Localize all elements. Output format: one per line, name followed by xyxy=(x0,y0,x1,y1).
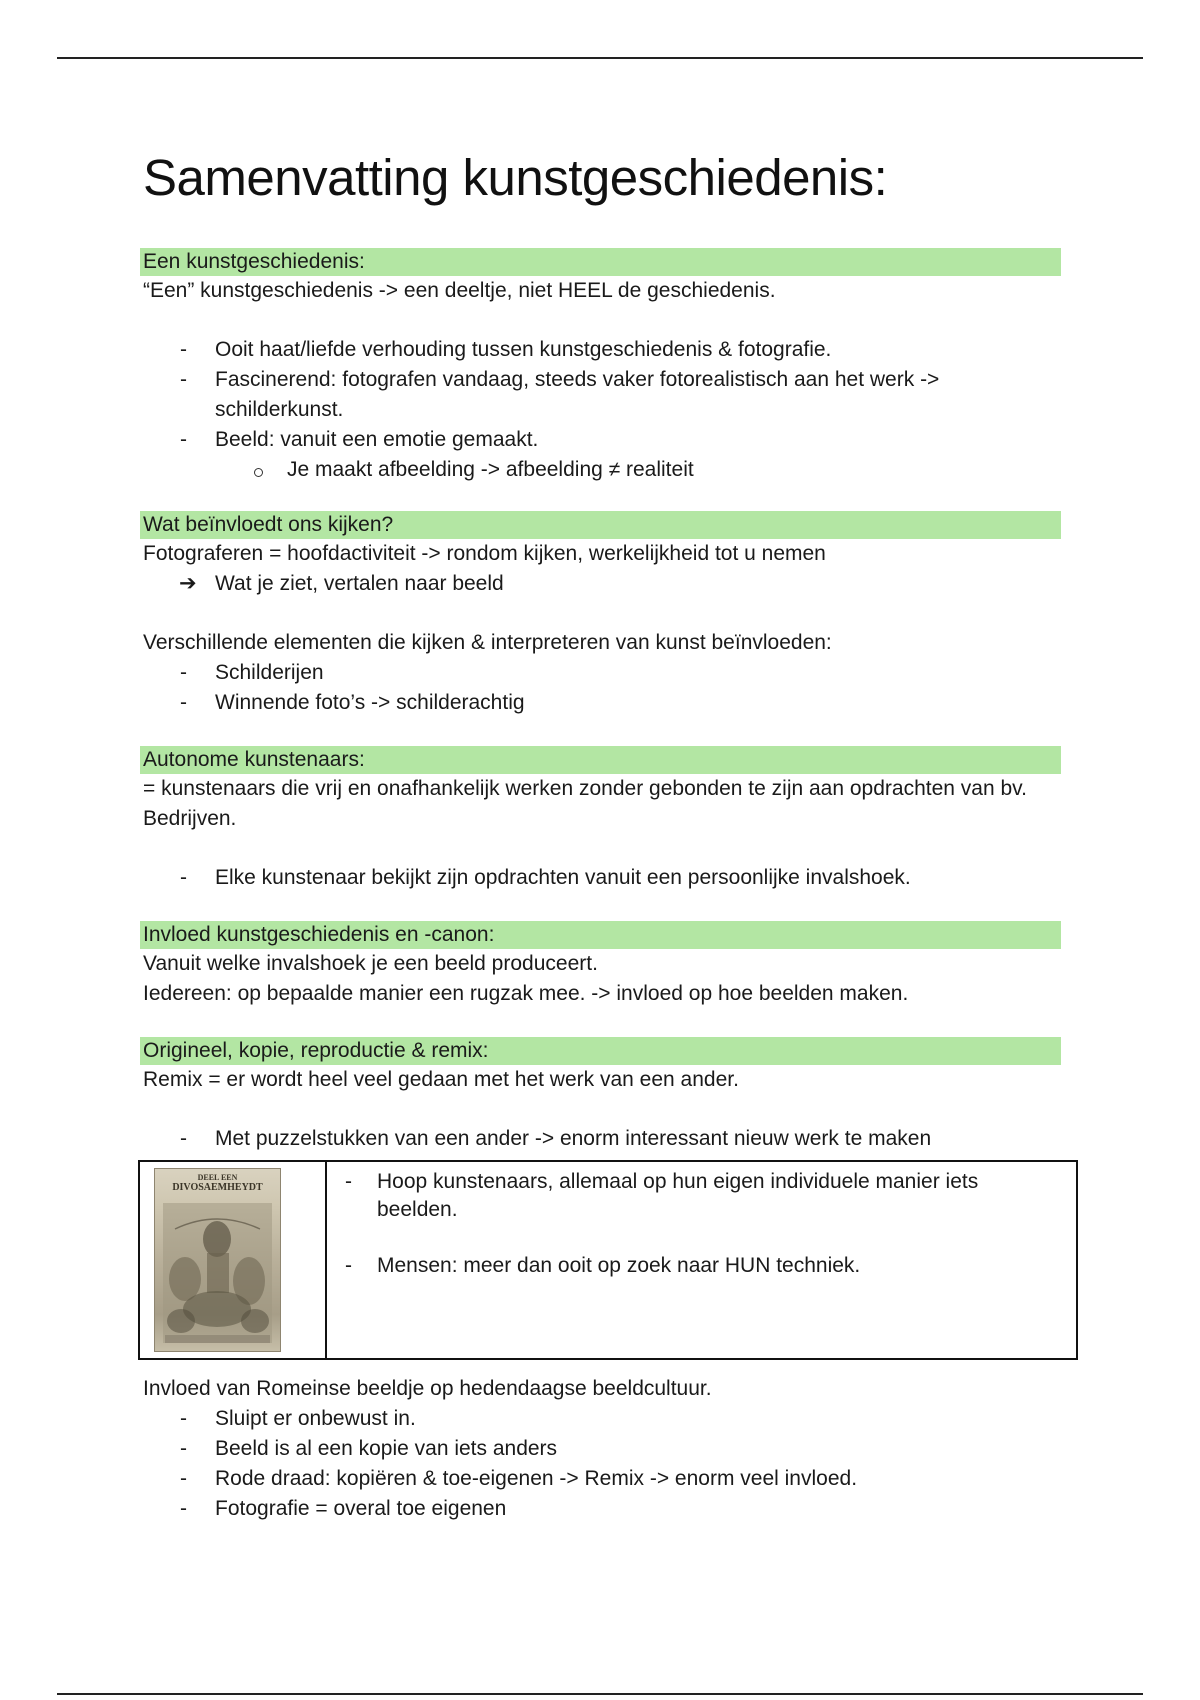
bullet-list xyxy=(143,863,1063,893)
list-item: - Beeld is al een kopie van iets anders xyxy=(143,1434,1063,1464)
list-item: - Fotografie = overal toe eigenen xyxy=(143,1494,1063,1524)
text-cell xyxy=(326,1161,1077,1359)
book-title xyxy=(161,1173,274,1193)
list-item: - Sluipt er onbewust in. xyxy=(143,1404,1063,1434)
page-title: Samenvatting kunstgeschiedenis: xyxy=(143,149,888,206)
section-intro: “Een” kunstgeschiedenis -> een deeltje, niet HEEL de geschiedenis. xyxy=(143,279,776,302)
document-body xyxy=(143,148,1063,1524)
bullet-list xyxy=(143,658,1063,718)
list-item: - Beeld: vanuit een emotie gemaakt. xyxy=(143,425,1063,455)
list-item: - Hoop kunstenaars, allemaal op hun eigen individuele manier iets beelden. xyxy=(339,1168,1060,1224)
bullet-list xyxy=(143,1404,1063,1524)
arrow-right-icon: ➔ xyxy=(179,572,197,595)
list-item: - Elke kunstenaar bekijkt zijn opdrachten vanuit een persoonlijke invalshoek. xyxy=(143,863,1063,893)
bullet-list xyxy=(143,1124,1063,1154)
section-line: Vanuit welke invalshoek je een beeld produceert. xyxy=(143,952,598,975)
sub-list-item: Je maakt afbeelding -> afbeelding ≠ realiteit xyxy=(143,455,1063,485)
list-item: - Ooit haat/liefde verhouding tussen kunstgeschiedenis & fotografie. xyxy=(143,335,1063,365)
section-heading-origineel-kopie: Origineel, kopie, reproductie & remix: xyxy=(140,1037,1061,1065)
list-item: - Schilderijen xyxy=(143,658,1063,688)
book-cover-image xyxy=(154,1168,281,1352)
image-cell xyxy=(139,1161,326,1359)
top-rule xyxy=(57,57,1143,59)
section-heading-invloed-kunstgeschiedenis: Invloed kunstgeschiedenis en -canon: xyxy=(140,921,1061,949)
section-line: Iedereen: op bepaalde manier een rugzak mee. -> invloed op hoe beelden maken. xyxy=(143,982,909,1005)
list-item: - Winnende foto’s -> schilderachtig xyxy=(143,688,1063,718)
book-title-line: DIVOSAEMHEYDT xyxy=(172,1182,263,1193)
sub-bullet-list xyxy=(143,455,1063,485)
bullet-list xyxy=(143,335,1063,455)
bottom-rule xyxy=(57,1693,1143,1695)
section-intro: = kunstenaars die vrij en onafhankelijk werken zonder gebonden te zijn aan opdrachten van bv. Bedrijven. xyxy=(143,777,1027,830)
engraving-illustration xyxy=(155,1169,280,1351)
arrow-item-text: Wat je ziet, vertalen naar beeld xyxy=(215,572,504,595)
book-title-line: DEEL EEN xyxy=(197,1173,238,1182)
list-item: - Rode draad: kopiëren & toe-eigenen -> Remix -> enorm veel invloed. xyxy=(143,1464,1063,1494)
closing-intro: Invloed van Romeinse beeldje op hedendaagse beeldcultuur. xyxy=(143,1377,712,1400)
section-intro: Fotograferen = hoofdactiviteit -> rondom kijken, werkelijkheid tot u nemen xyxy=(143,542,826,565)
arrow-list-item xyxy=(143,569,1063,599)
image-text-table xyxy=(138,1160,1078,1360)
list-item: - Met puzzelstukken van een ander -> enorm interessant nieuw werk te maken xyxy=(143,1124,1063,1154)
list-item: - Fascinerend: fotografen vandaag, steeds vaker fotorealistisch aan het werk -> schilderkunst. xyxy=(143,365,1063,425)
section-heading-wat-beinvloedt: Wat beïnvloedt ons kijken? xyxy=(140,511,1061,539)
list-item: - Mensen: meer dan ooit op zoek naar HUN techniek. xyxy=(339,1252,1060,1280)
section-heading-een-kunstgeschiedenis: Een kunstgeschiedenis: xyxy=(140,248,1061,276)
section-intro-2: Verschillende elementen die kijken & interpreteren van kunst beïnvloeden: xyxy=(143,631,832,654)
section-intro: Remix = er wordt heel veel gedaan met het werk van een ander. xyxy=(143,1068,739,1091)
section-heading-autonome-kunstenaars: Autonome kunstenaars: xyxy=(140,746,1061,774)
